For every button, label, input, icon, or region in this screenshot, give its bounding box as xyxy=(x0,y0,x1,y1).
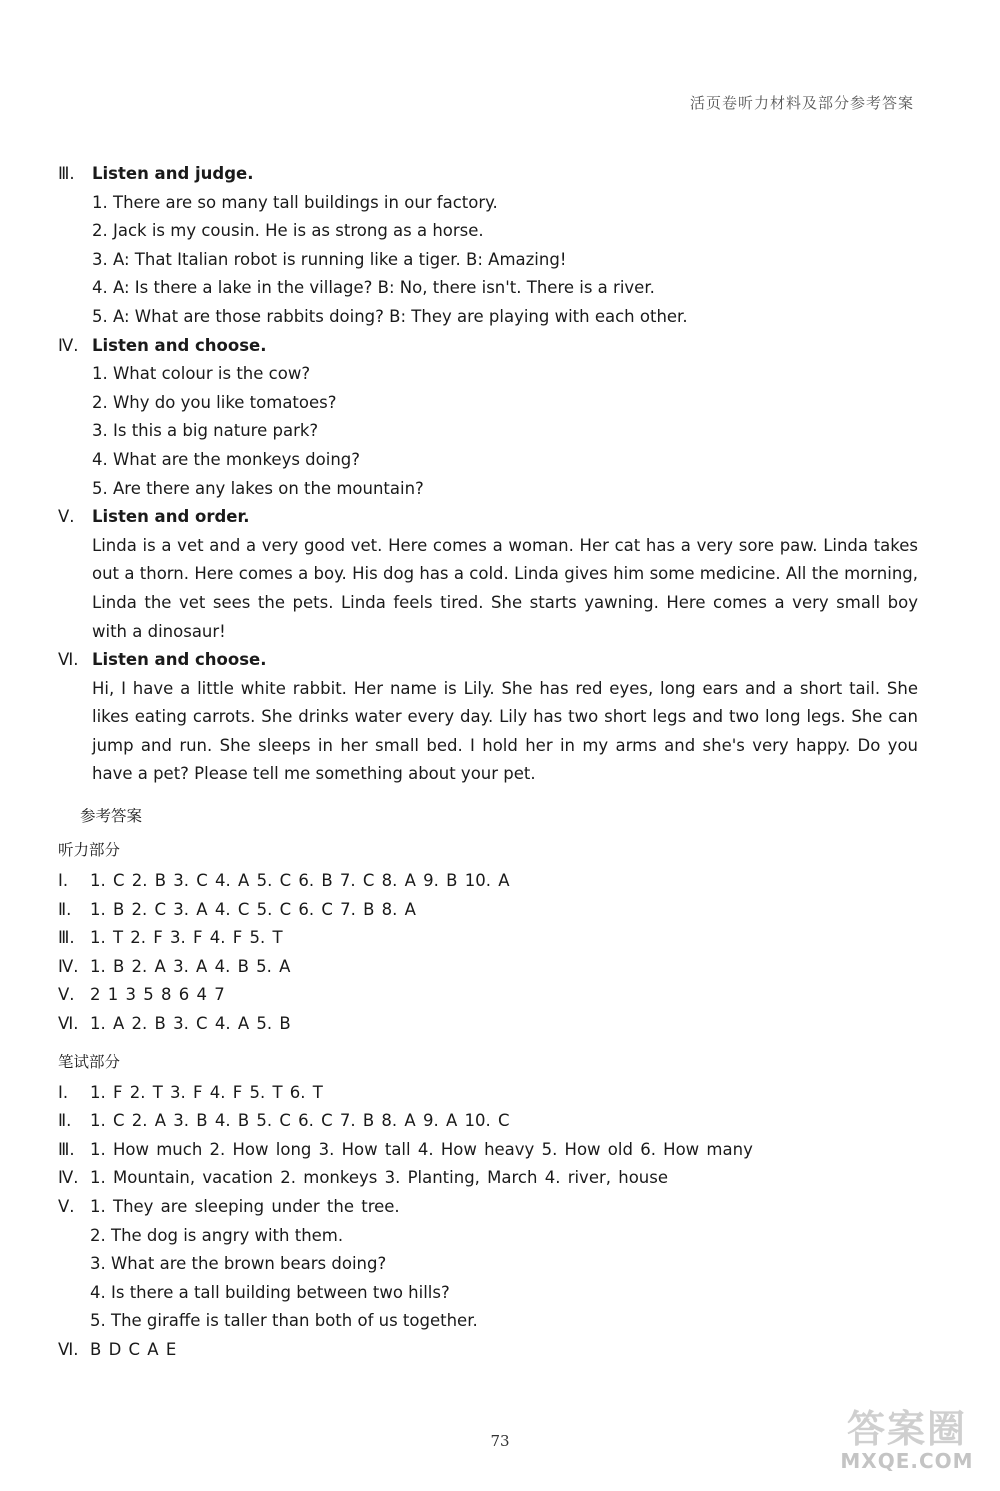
passage: Hi, I have a little white rabbit. Her name is Lily. She has red eyes, long ears and a short tail. She likes eating carrots. She drinks water every day. Lily has two short legs and two long legs. She can jump and run. She sleeps in her small bed. I hold her in my arms and she's very happy. Do you have a pet? Please tell me something about your pet. xyxy=(92,678,918,784)
answer-subline: 4. Is there a tall building between two hills? xyxy=(90,1282,450,1302)
answer-text: 1. C 2. B 3. C 4. A 5. C 6. B 7. C 8. A 9. B 10. A xyxy=(90,871,510,891)
watermark-domain: MXQE.COM xyxy=(840,1449,974,1473)
section-title: Listen and order. xyxy=(92,507,250,527)
answer-row xyxy=(58,1010,918,1039)
answer-row xyxy=(58,924,918,953)
answer-row xyxy=(58,953,918,982)
section-heading xyxy=(58,160,918,189)
answer-numeral: Ⅲ. xyxy=(58,1139,75,1159)
written-answers-heading: 笔试部分 xyxy=(58,1052,121,1071)
answer-row xyxy=(58,1336,918,1365)
answer-numeral: Ⅲ. xyxy=(58,928,75,948)
answer-text: 1. A 2. B 3. C 4. A 5. B xyxy=(90,1014,291,1034)
answer-text: 1. F 2. T 3. F 4. F 5. T 6. T xyxy=(90,1082,323,1102)
list-item: 3. Is this a big nature park? xyxy=(92,421,319,441)
list-item: 3. A: That Italian robot is running like a tiger. B: Amazing! xyxy=(92,249,567,269)
answer-subline: 5. The giraffe is taller than both of us together. xyxy=(90,1311,478,1331)
answer-numeral: Ⅴ. xyxy=(58,1197,75,1216)
answer-row xyxy=(58,896,918,925)
answer-subline: 2. The dog is angry with them. xyxy=(90,1225,344,1245)
answer-text: 1. B 2. A 3. A 4. B 5. A xyxy=(90,956,291,976)
answer-text: 1. T 2. F 3. F 4. F 5. T xyxy=(90,928,283,948)
list-item: 1. There are so many tall buildings in our factory. xyxy=(92,192,498,212)
list-item: 2. Why do you like tomatoes? xyxy=(92,392,337,412)
answer-subline: 3. What are the brown bears doing? xyxy=(90,1254,387,1274)
answer-numeral: Ⅳ. xyxy=(58,1168,79,1188)
list-item: 5. A: What are those rabbits doing? B: They are playing with each other. xyxy=(92,306,688,326)
answer-numeral: Ⅰ. xyxy=(58,871,69,891)
list-item: 2. Jack is my cousin. He is as strong as a horse. xyxy=(92,221,484,241)
answer-text: 1. They are sleeping under the tree. xyxy=(90,1197,400,1216)
list-item: 1. What colour is the cow? xyxy=(92,364,311,384)
answer-row xyxy=(58,1193,918,1222)
listening-answers-heading: 听力部分 xyxy=(58,841,121,860)
section-heading xyxy=(58,503,918,532)
section-numeral: Ⅴ. xyxy=(58,507,75,527)
answer-numeral: Ⅵ. xyxy=(58,1339,79,1359)
answer-numeral: Ⅱ. xyxy=(58,899,72,919)
section-numeral: Ⅲ. xyxy=(58,164,75,183)
answer-row xyxy=(58,1136,918,1165)
answer-numeral: Ⅱ. xyxy=(58,1111,72,1131)
answer-row xyxy=(58,1107,918,1136)
section-numeral: Ⅳ. xyxy=(58,335,79,355)
answer-numeral: Ⅵ. xyxy=(58,1014,79,1034)
section-title: Listen and choose. xyxy=(92,335,267,355)
answer-text: 1. How much 2. How long 3. How tall 4. How heavy 5. How old 6. How many xyxy=(90,1139,753,1159)
list-item: 5. Are there any lakes on the mountain? xyxy=(92,478,424,498)
answer-text: 1. Mountain, vacation 2. monkeys 3. Planting, March 4. river, house xyxy=(90,1168,669,1188)
list-item: 4. What are the monkeys doing? xyxy=(92,449,361,469)
section-title: Listen and judge. xyxy=(92,164,254,183)
section-heading xyxy=(58,332,918,361)
section-heading xyxy=(58,646,918,675)
answer-text: B D C A E xyxy=(90,1339,177,1359)
running-header: 活页卷听力材料及部分参考答案 xyxy=(689,94,914,112)
page-number: 73 xyxy=(490,1432,510,1450)
answer-row xyxy=(58,867,918,896)
answer-numeral: Ⅳ. xyxy=(58,956,79,976)
answer-text: 1. C 2. A 3. B 4. B 5. C 6. C 7. B 8. A 9. A 10. C xyxy=(90,1111,510,1131)
answer-numeral: Ⅰ. xyxy=(58,1082,69,1102)
answer-row xyxy=(58,1164,918,1193)
answer-key-heading: 参考答案 xyxy=(80,807,143,826)
watermark-logo: 答案圈 xyxy=(846,1407,967,1451)
passage: Linda is a vet and a very good vet. Here comes a woman. Her cat has a very sore paw. Linda takes out a thorn. Here comes a boy. His dog has a cold. Linda gives him some medicine. All the morning, Linda the vet sees the pets. Linda feels tired. She starts yawning. Here comes a very small boy with a dinosaur! xyxy=(92,535,918,641)
answer-text: 2 1 3 5 8 6 4 7 xyxy=(90,985,225,1005)
watermark xyxy=(832,1398,982,1473)
section-title: Listen and choose. xyxy=(92,650,267,670)
list-item: 4. A: Is there a lake in the village? B: No, there isn't. There is a river. xyxy=(92,278,655,298)
section-numeral: Ⅵ. xyxy=(58,650,79,670)
answer-text: 1. B 2. C 3. A 4. C 5. C 6. C 7. B 8. A xyxy=(90,899,416,919)
page-content xyxy=(58,160,918,1365)
answer-row xyxy=(58,981,918,1010)
answer-row xyxy=(58,1079,918,1108)
answer-numeral: Ⅴ. xyxy=(58,985,75,1005)
